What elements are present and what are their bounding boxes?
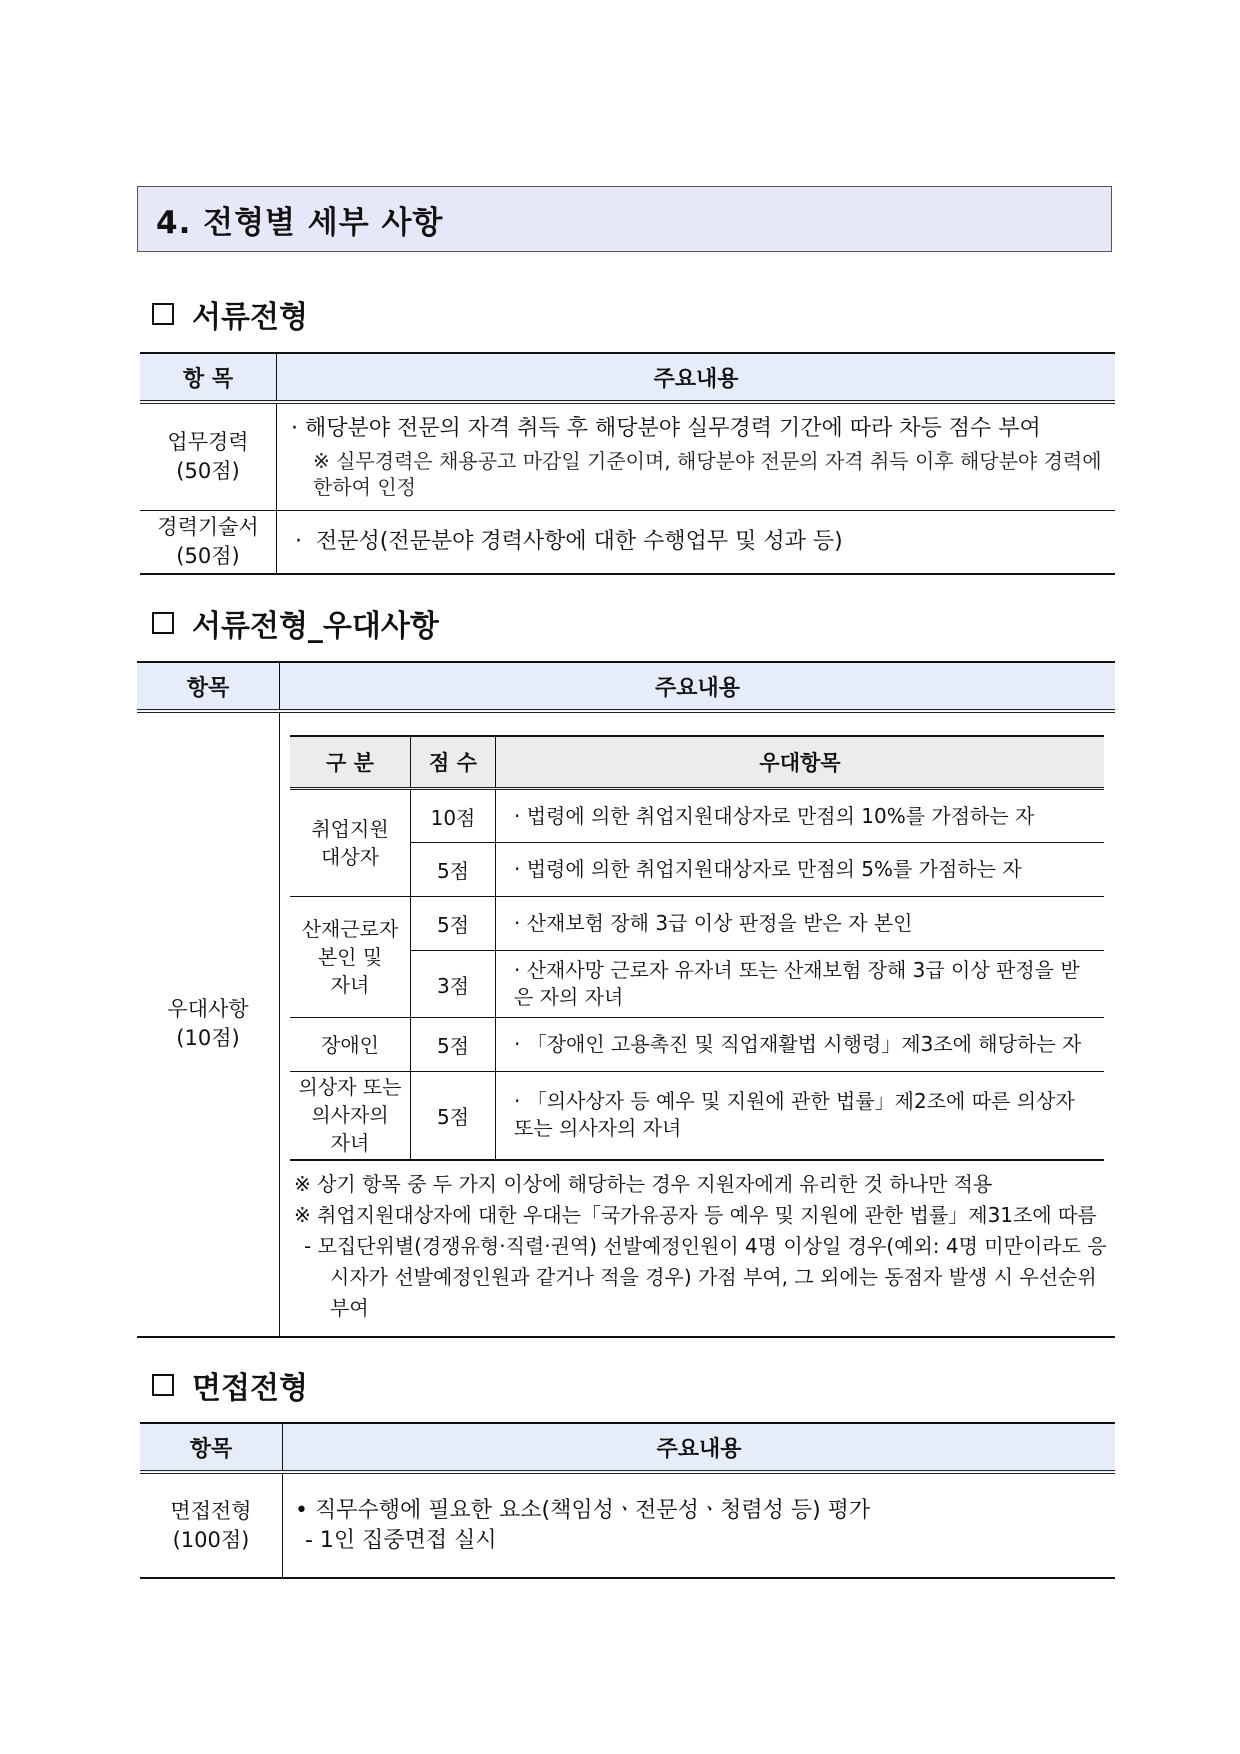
benefit-cell	[496, 789, 1105, 843]
table-row	[290, 1072, 1104, 1160]
table-row	[290, 1018, 1104, 1072]
bullet-text	[295, 527, 1105, 557]
content-cell	[283, 1472, 1116, 1578]
bullet-text	[291, 414, 1105, 444]
benefit-cell	[496, 951, 1105, 1018]
section-heading-interview	[152, 1363, 308, 1407]
inner-header-benefit: 우대항목	[496, 736, 1105, 789]
item-score: (50점)	[176, 543, 240, 568]
bullet-dot-icon: ·	[514, 1032, 527, 1056]
column-header-item: 항목	[140, 1423, 283, 1472]
points-cell: 5점	[411, 1072, 496, 1160]
checkbox-square-icon	[152, 612, 174, 634]
note-line: - 모집단위별(경쟁유형·직렬·권역) 선발예정인원이 4명 이상일 경우(예외: 4명 미만이라도 응시자가 선발예정인원과 같거나 적을 경우) 가점 부여, 그 외에는 동점자 발생 시 우선순위 부여	[304, 1233, 1107, 1320]
sub-text: - 1인 집중면접 실시	[305, 1527, 497, 1553]
item-label: 업무경력	[167, 429, 249, 454]
page-title: 4. 전형별 세부 사항	[137, 186, 1112, 252]
points-cell: 5점	[411, 1018, 496, 1072]
preference-table	[137, 661, 1115, 1338]
column-header-content: 주요내용	[277, 353, 1116, 402]
benefit-cell	[496, 897, 1105, 951]
category-line: 의상자 또는	[298, 1075, 402, 1100]
benefit-text: 법령에 의한 취업지원대상자로 만점의 5%를 가점하는 자	[526, 857, 1022, 881]
interview-table	[140, 1422, 1115, 1579]
bullet-dot-icon: •	[295, 1497, 315, 1523]
benefit-text: 산재보험 장해 3급 이상 판정을 받은 자 본인	[526, 911, 913, 935]
inner-header-category: 구 분	[290, 736, 411, 789]
bullet-content: 전문성(전문분야 경력사항에 대한 수행업무 및 성과 등)	[315, 528, 843, 554]
points-cell: 5점	[411, 843, 496, 897]
table-row	[290, 951, 1104, 1018]
category-cell	[290, 897, 411, 1018]
category-line: 의사자의	[311, 1103, 389, 1128]
benefit-text: 법령에 의한 취업지원대상자로 만점의 10%를 가점하는 자	[526, 803, 1035, 828]
content-cell	[277, 510, 1116, 574]
table-row	[290, 843, 1104, 897]
column-header-item: 항목	[137, 662, 280, 711]
note-line: ※ 상기 항목 중 두 가지 이상에 해당하는 경우 지원자에게 유리한 것 하나만 적용	[294, 1171, 993, 1196]
item-cell	[137, 711, 280, 1337]
benefit-cell	[496, 1072, 1105, 1160]
category-cell	[290, 789, 411, 897]
category-line: 자녀	[330, 1131, 370, 1156]
table-row	[137, 711, 1115, 1337]
section-heading-label: 서류전형	[192, 300, 308, 335]
benefit-text: 산재사망 근로자 유자녀 또는 산재보험 장해 3급 이상 판정을 받은 자의 자녀	[514, 958, 1080, 1009]
item-label: 경력기술서	[157, 514, 259, 539]
category-line: 취업지원	[311, 817, 389, 841]
category-line: 자녀	[330, 973, 370, 997]
checkbox-square-icon	[152, 1374, 174, 1396]
section-heading-preference	[152, 601, 439, 645]
item-score: (10점)	[176, 1026, 240, 1051]
item-label: 우대사항	[167, 997, 249, 1022]
table-row	[290, 897, 1104, 951]
inner-header-points: 점 수	[411, 736, 496, 789]
bullet-dot-icon: ·	[514, 1089, 527, 1114]
section-heading-label: 면접전형	[192, 1371, 308, 1406]
column-header-content: 주요내용	[283, 1423, 1116, 1472]
category-line: 대상자	[321, 845, 379, 869]
section-heading-document	[152, 292, 308, 336]
document-screening-table	[140, 352, 1115, 575]
table-row	[140, 510, 1115, 574]
category-cell	[290, 1072, 411, 1160]
bullet-dot-icon: ·	[291, 415, 305, 441]
item-label: 면접전형	[170, 1498, 252, 1523]
benefit-cell	[496, 1018, 1105, 1072]
column-header-item: 항 목	[140, 353, 277, 402]
points-cell: 10점	[411, 789, 496, 843]
table-row	[140, 402, 1115, 510]
content-cell	[277, 402, 1116, 510]
item-score: (50점)	[176, 458, 240, 483]
preference-notes	[280, 1161, 1115, 1336]
points-cell: 5점	[411, 897, 496, 951]
preference-detail-table	[290, 735, 1104, 1161]
content-cell	[280, 711, 1116, 1337]
bullet-content: 해당분야 전문의 자격 취득 후 해당분야 실무경력 기간에 따라 차등 점수 부여	[305, 415, 1041, 441]
bullet-dot-icon: ·	[514, 958, 527, 982]
bullet-dot-icon: ·	[514, 803, 527, 828]
bullet-dot-icon: ·	[514, 857, 527, 881]
item-cell	[140, 510, 277, 574]
benefit-cell	[496, 843, 1105, 897]
checkbox-square-icon	[152, 303, 174, 325]
note-line: ※ 취업지원대상자에 대한 우대는「국가유공자 등 예우 및 지원에 관한 법률」제31조에 따름	[294, 1202, 1097, 1227]
category-line: 장애인	[321, 1032, 379, 1057]
section-heading-label: 서류전형_우대사항	[192, 609, 439, 644]
bullet-content: 직무수행에 필요한 요소(책임성ㆍ전문성ㆍ청렴성 등) 평가	[314, 1497, 871, 1523]
benefit-text: 「장애인 고용촉진 및 직업재활법 시행령」제3조에 해당하는 자	[526, 1032, 1082, 1056]
points-cell: 3점	[411, 951, 496, 1018]
category-line: 산재근로자	[301, 917, 399, 941]
column-header-content: 주요내용	[280, 662, 1116, 711]
item-cell	[140, 402, 277, 510]
bullet-text	[295, 1496, 1105, 1526]
category-cell	[290, 1018, 411, 1072]
table-row	[140, 1472, 1115, 1578]
bullet-dot-icon: ·	[295, 528, 316, 554]
benefit-text: 「의사상자 등 예우 및 지원에 관한 법률」제2조에 따른 의상자 또는 의사자의 자녀	[514, 1089, 1075, 1141]
item-cell	[140, 1472, 283, 1578]
bullet-dot-icon: ·	[514, 911, 527, 935]
table-row	[290, 789, 1104, 843]
category-line: 본인 및	[317, 945, 383, 969]
note-text: ※ 실무경력은 채용공고 마감일 기준이며, 해당분야 전문의 자격 취득 이후 해당분야 경력에 한하여 인정	[313, 448, 1102, 499]
item-score: (100점)	[172, 1527, 250, 1552]
